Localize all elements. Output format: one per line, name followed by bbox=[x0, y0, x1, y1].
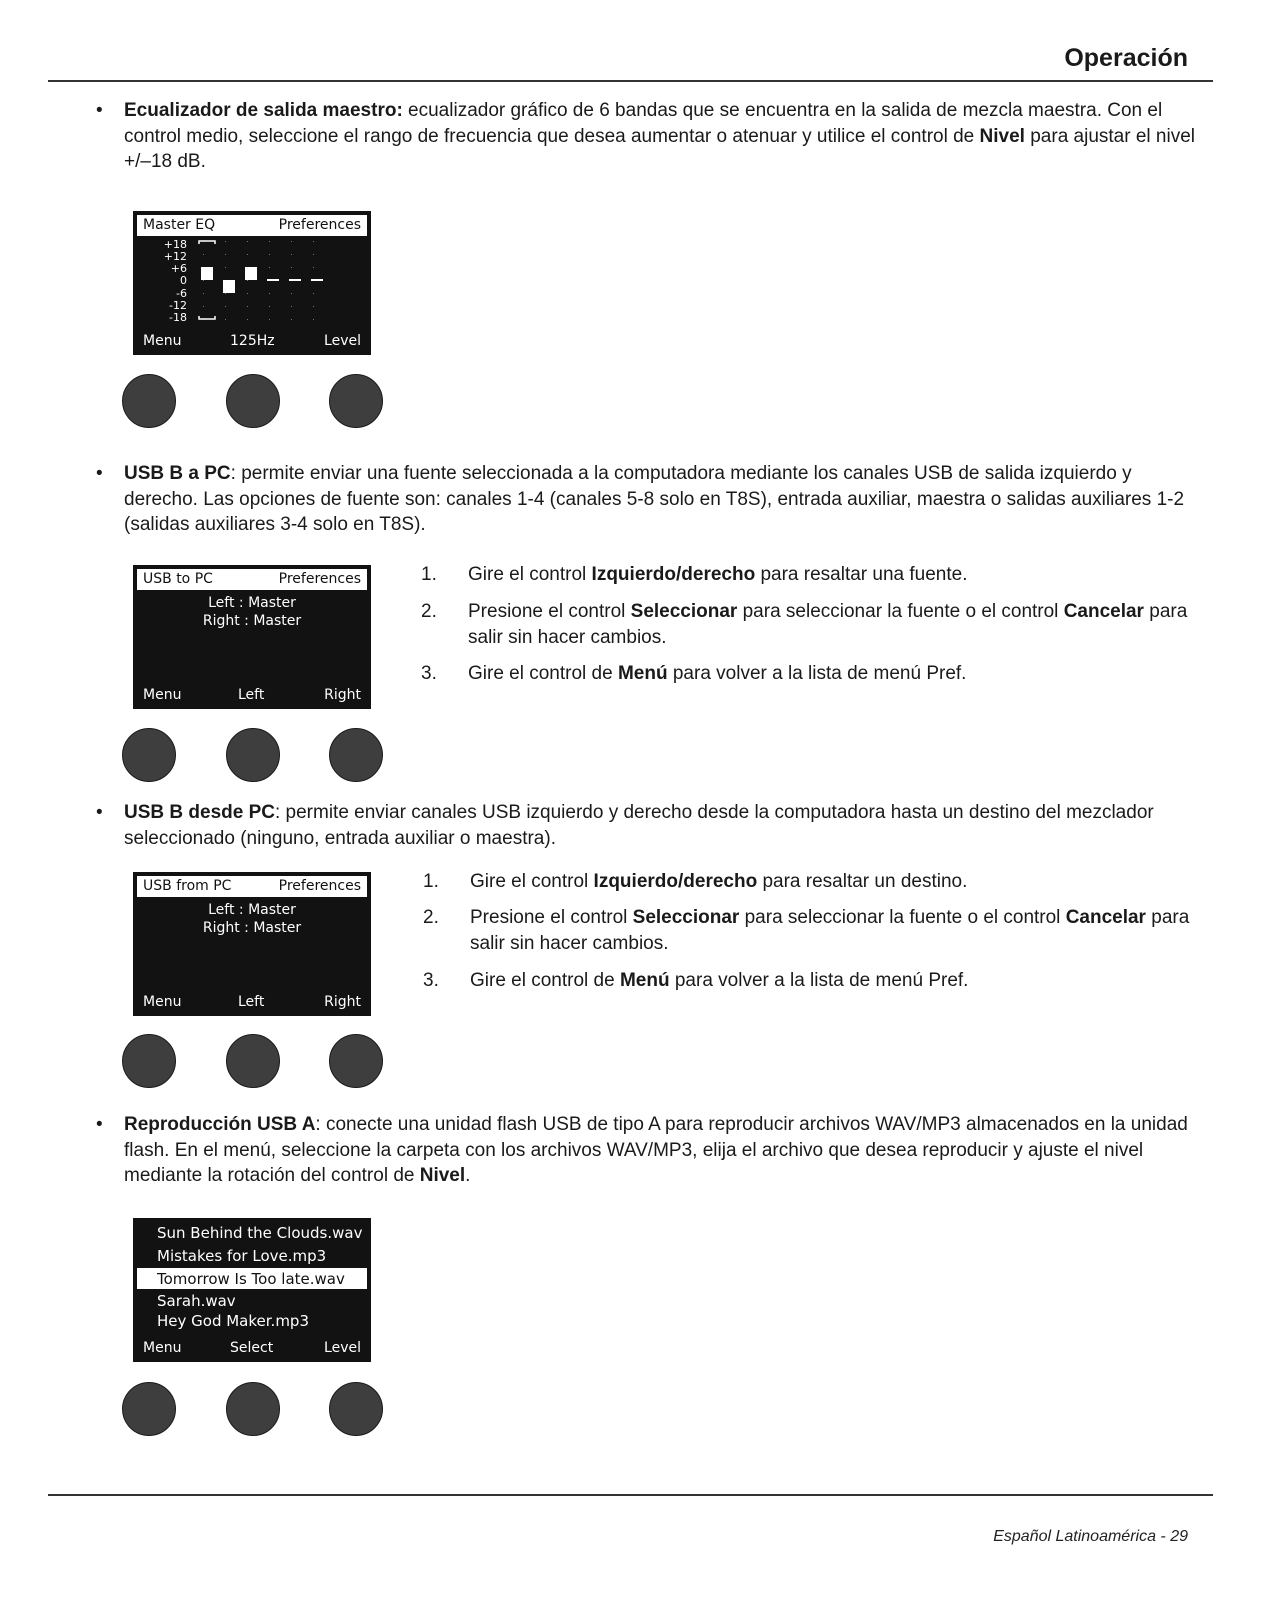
bullet-icon: • bbox=[96, 1114, 103, 1135]
page-footer: Español Latinoamérica - 29 bbox=[993, 1528, 1188, 1545]
eq-grid-dot bbox=[313, 319, 314, 320]
eq-graph bbox=[193, 239, 333, 329]
file-item: Hey God Maker.mp3 bbox=[157, 1312, 309, 1330]
file-item: Sun Behind the Clouds.wav bbox=[157, 1224, 363, 1242]
eq-display: Master EQ Preferences +18 +12 +6 0 -6 -12 -18 Menu 125Hz Level bbox=[133, 211, 371, 355]
eq-grid-dot bbox=[225, 241, 226, 242]
section-heading: USB B desde PC bbox=[124, 802, 275, 823]
file-item: Sarah.wav bbox=[157, 1292, 236, 1310]
eq-grid-dot bbox=[291, 319, 292, 320]
eq-grid-dot bbox=[247, 319, 248, 320]
section-usb-playback: Reproducción USB A: conecte una unidad flash USB de tipo A para reproducir archivos WAV/MP3 almacenados en la unidad flash. En el menú, seleccione la carpeta con los archivos WAV/MP3, elija el archivo que desea reproducir y ajuste el nivel mediante la rotación del control de Nivel. bbox=[124, 1114, 1188, 1186]
eq-grid-dot bbox=[225, 267, 226, 268]
eq-grid-dot bbox=[247, 306, 248, 307]
eq-grid-dot bbox=[291, 293, 292, 294]
eq-grid-dot bbox=[203, 306, 204, 307]
eq-band-bar bbox=[245, 267, 257, 280]
eq-grid-dot bbox=[203, 280, 204, 281]
step-2: Presione el control Seleccionar para seleccionar la fuente o el control Cancelar para salir sin hacer cambios. bbox=[470, 907, 1190, 954]
usb-playback-display: Sun Behind the Clouds.wav Mistakes for Love.mp3 Tomorrow Is Too late.wav Sarah.wav Hey God Maker.mp3 Menu Select Level bbox=[133, 1218, 371, 1362]
middle-knob[interactable] bbox=[226, 374, 280, 428]
eq-grid-dot bbox=[269, 254, 270, 255]
footer-divider bbox=[48, 1494, 1213, 1496]
eq-grid-dot bbox=[291, 241, 292, 242]
eq-band-bar bbox=[267, 279, 279, 281]
display-titlebar: USB to PC Preferences bbox=[137, 569, 367, 590]
eq-grid-dot bbox=[313, 293, 314, 294]
step-3: Gire el control de Menú para volver a la lista de menú Pref. bbox=[468, 663, 967, 684]
eq-band-bar bbox=[311, 279, 323, 281]
usb-to-pc-display: USB to PC Preferences Left : Master Right : Master Menu Left Right bbox=[133, 565, 371, 709]
eq-grid-dot bbox=[225, 306, 226, 307]
bullet-icon: • bbox=[96, 100, 103, 121]
eq-grid-dot bbox=[225, 293, 226, 294]
step-2: Presione el control Seleccionar para seleccionar la fuente o el control Cancelar para salir sin hacer cambios. bbox=[468, 601, 1188, 648]
eq-grid-dot bbox=[203, 293, 204, 294]
menu-knob[interactable] bbox=[122, 728, 176, 782]
eq-grid-dot bbox=[269, 306, 270, 307]
level-knob[interactable] bbox=[329, 1382, 383, 1436]
menu-knob[interactable] bbox=[122, 1382, 176, 1436]
eq-grid-dot bbox=[203, 254, 204, 255]
eq-grid-dot bbox=[247, 254, 248, 255]
eq-grid-dot bbox=[247, 241, 248, 242]
file-item-selected: Tomorrow Is Too late.wav bbox=[157, 1270, 345, 1288]
eq-band-bar bbox=[289, 279, 301, 281]
eq-band-bar bbox=[201, 267, 213, 280]
section-master-eq: Ecualizador de salida maestro: ecualizador gráfico de 6 bandas que se encuentra en la salida de mezcla maestra. Con el control medio, seleccione el rango de frecuencia que desea aumentar o atenuar y utilice el control de Nivel para ajustar el nivel +/–18 dB. bbox=[124, 100, 1195, 172]
eq-grid-dot bbox=[269, 241, 270, 242]
section-heading: USB B a PC bbox=[124, 463, 231, 484]
eq-grid-dot bbox=[225, 254, 226, 255]
section-heading: Ecualizador de salida maestro: bbox=[124, 100, 403, 121]
select-knob[interactable] bbox=[226, 1382, 280, 1436]
display-titlebar: USB from PC Preferences bbox=[137, 876, 367, 897]
eq-grid-dot bbox=[247, 293, 248, 294]
step-3: Gire el control de Menú para volver a la lista de menú Pref. bbox=[470, 970, 969, 991]
eq-grid-dot bbox=[313, 241, 314, 242]
eq-grid-dot bbox=[269, 293, 270, 294]
eq-grid-dot bbox=[291, 267, 292, 268]
eq-grid-dot bbox=[269, 267, 270, 268]
usb-from-pc-display: USB from PC Preferences Left : Master Right : Master Menu Left Right bbox=[133, 872, 371, 1016]
section-heading: Reproducción USB A bbox=[124, 1114, 316, 1135]
right-knob[interactable] bbox=[329, 1034, 383, 1088]
eq-grid-dot bbox=[313, 267, 314, 268]
level-knob[interactable] bbox=[329, 374, 383, 428]
eq-grid-dot bbox=[247, 280, 248, 281]
left-knob[interactable] bbox=[226, 1034, 280, 1088]
page-title: Operación bbox=[1064, 44, 1188, 72]
section-usb-to-pc: USB B a PC: permite enviar una fuente seleccionada a la computadora mediante los canales USB de salida izquierdo y derecho. Las opciones de fuente son: canales 1-4 (canales 5-8 solo en T8S), entrada auxiliar, maestra o salidas auxiliares 1-2 (salidas auxiliares 3-4 solo en T8S). bbox=[124, 463, 1185, 535]
header-divider bbox=[48, 80, 1213, 82]
bullet-icon: • bbox=[96, 463, 103, 484]
eq-band-bar bbox=[223, 280, 235, 293]
right-knob[interactable] bbox=[329, 728, 383, 782]
eq-grid-dot bbox=[313, 254, 314, 255]
bullet-icon: • bbox=[96, 802, 103, 823]
eq-grid-dot bbox=[291, 306, 292, 307]
eq-grid-dot bbox=[225, 319, 226, 320]
eq-grid-dot bbox=[313, 306, 314, 307]
step-1: Gire el control Izquierdo/derecho para resaltar una fuente. bbox=[468, 564, 968, 585]
left-knob[interactable] bbox=[226, 728, 280, 782]
step-1: Gire el control Izquierdo/derecho para resaltar un destino. bbox=[470, 871, 968, 892]
display-titlebar: Master EQ Preferences bbox=[137, 215, 367, 236]
eq-grid-dot bbox=[291, 254, 292, 255]
section-usb-from-pc: USB B desde PC: permite enviar canales USB izquierdo y derecho desde la computadora hasta un destino del mezclador seleccionado (ninguno, entrada auxiliar o maestra). bbox=[124, 802, 1154, 849]
menu-knob[interactable] bbox=[122, 374, 176, 428]
menu-knob[interactable] bbox=[122, 1034, 176, 1088]
eq-grid-dot bbox=[269, 319, 270, 320]
file-item: Mistakes for Love.mp3 bbox=[157, 1247, 327, 1265]
